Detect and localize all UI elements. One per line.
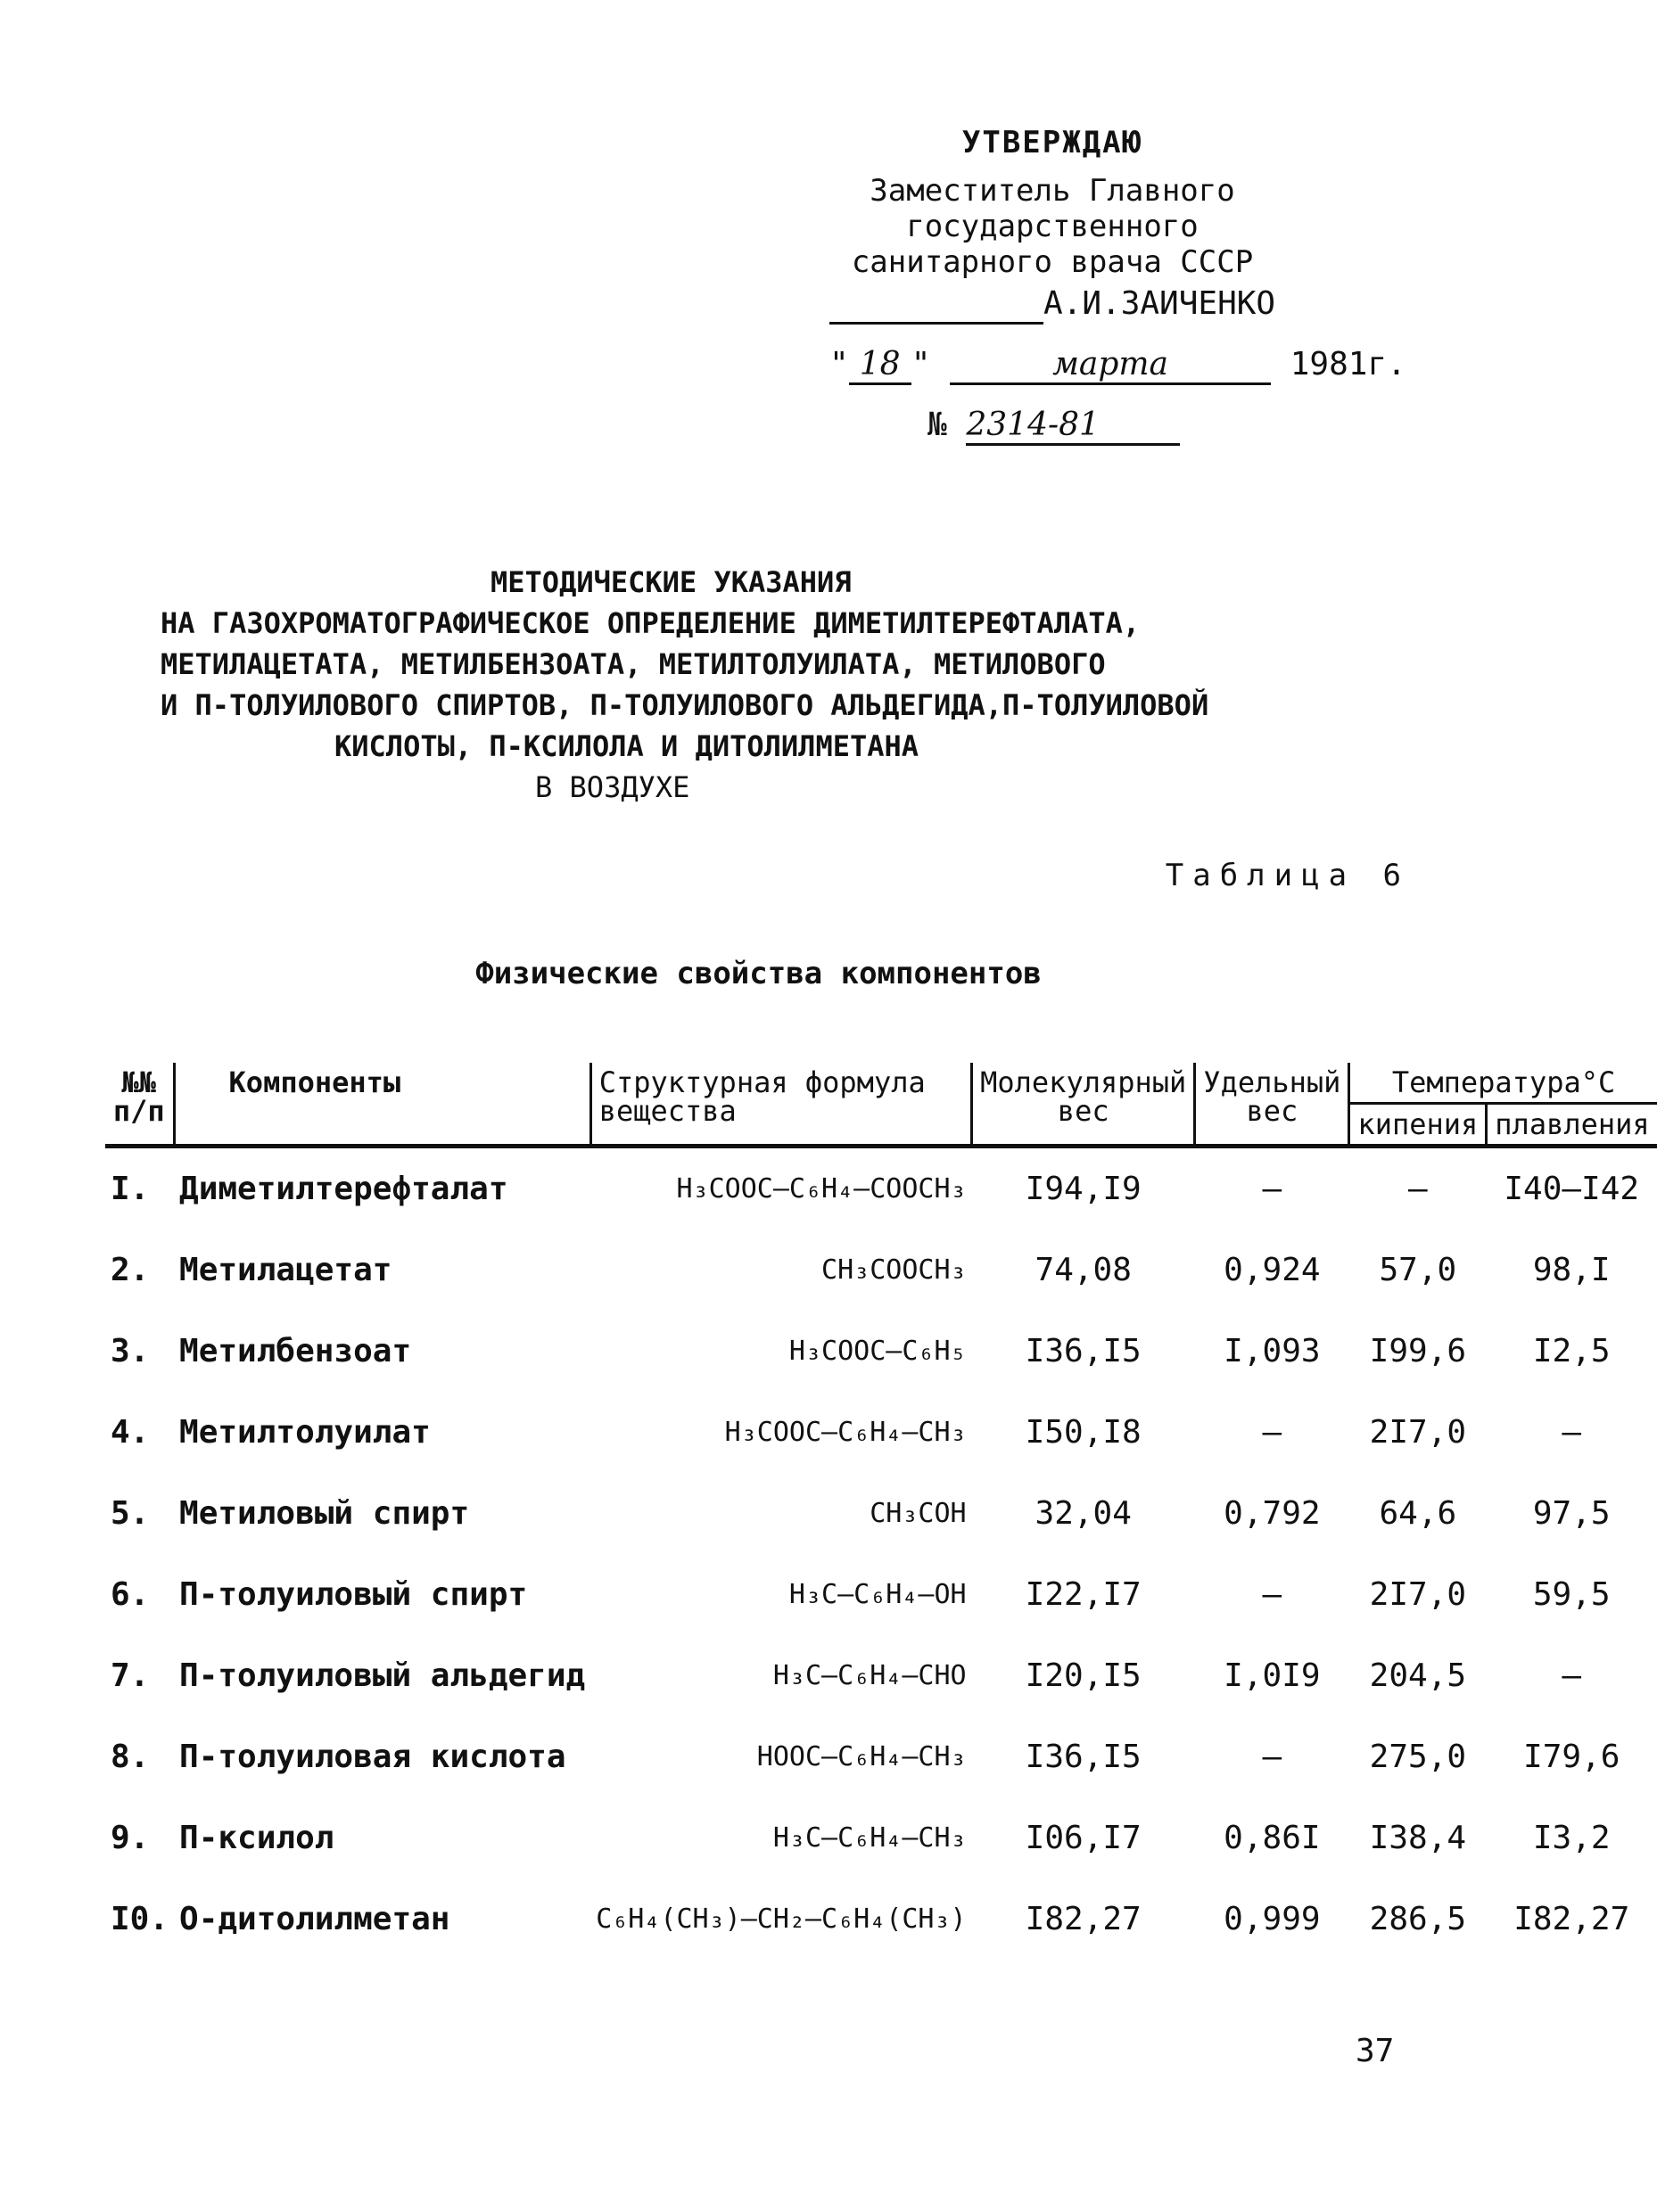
header-component: Компоненты xyxy=(174,1063,590,1147)
structural-formula: C₆H₄(CH₃)–CH₂–C₆H₄(CH₃) xyxy=(596,1904,967,1935)
date-month: марта xyxy=(950,346,1271,385)
approval-line: Заместитель Главного xyxy=(870,173,1235,209)
structural-formula: H₃C–C₆H₄–CHO xyxy=(772,1660,967,1691)
row-number: 3. xyxy=(111,1333,150,1369)
title-line: МЕТИЛАЦЕТАТА, МЕТИЛБЕНЗОАТА, МЕТИЛТОЛУИЛАТА, МЕТИЛОВОГО xyxy=(161,647,1106,681)
title-line: НА ГАЗОХРОМАТОГРАФИЧЕСКОЕ ОПРЕДЕЛЕНИЕ ДИМЕТИЛТЕРЕФТАЛАТА, xyxy=(161,606,1141,640)
specific-weight: I,093 xyxy=(1224,1333,1321,1369)
component-name: О-дитолилметан xyxy=(179,1901,450,1937)
approval-date: " 18 " марта 1981г. xyxy=(829,346,1406,385)
component-name: Метиловый спирт xyxy=(179,1495,470,1532)
component-name: П-толуиловая кислота xyxy=(179,1739,566,1775)
structural-formula: H₃C–C₆H₄–CH₃ xyxy=(772,1822,967,1854)
melting-point: – xyxy=(1562,1414,1582,1451)
structural-formula: CH₃COOCH₃ xyxy=(821,1254,967,1286)
molecular-weight: I22,I7 xyxy=(1025,1576,1142,1613)
page-number: 37 xyxy=(1356,2033,1395,2069)
number-value: 2314-81 xyxy=(966,407,1180,446)
component-name: Метилбензоат xyxy=(179,1333,412,1369)
boiling-point: 286,5 xyxy=(1369,1901,1467,1937)
table-row xyxy=(105,1311,1657,1392)
structural-formula: H₃COOC–C₆H₄–COOCH₃ xyxy=(676,1173,967,1205)
component-name: Метилтолуилат xyxy=(179,1414,431,1451)
component-name: П-толуиловый спирт xyxy=(179,1576,528,1613)
title-line: МЕТОДИЧЕСКИЕ УКАЗАНИЯ xyxy=(491,565,852,599)
molecular-weight: I50,I8 xyxy=(1025,1414,1142,1451)
row-number: 2. xyxy=(111,1252,150,1288)
table-title: Физические свойства компонентов xyxy=(475,956,1042,991)
structural-formula: H₃COOC–C₆H₄–CH₃ xyxy=(724,1417,967,1448)
title-line: И П-ТОЛУИЛОВОГО СПИРТОВ, П-ТОЛУИЛОВОГО АЛЬДЕГИДА,П-ТОЛУИЛОВОЙ xyxy=(161,688,1209,722)
table-row xyxy=(105,1392,1657,1473)
molecular-weight: I36,I5 xyxy=(1025,1333,1142,1369)
component-name: П-толуиловый альдегид xyxy=(179,1657,586,1694)
properties-table xyxy=(105,1063,1657,1960)
melting-point: I82,27 xyxy=(1513,1901,1630,1937)
approval-line: государственного xyxy=(906,209,1199,244)
specific-weight: – xyxy=(1262,1414,1282,1451)
table-row xyxy=(105,1635,1657,1716)
boiling-point: 64,6 xyxy=(1379,1495,1457,1532)
molecular-weight: 74,08 xyxy=(1035,1252,1132,1288)
table-row xyxy=(105,1797,1657,1879)
boiling-point: – xyxy=(1408,1171,1428,1207)
structural-formula: HOOC–C₆H₄–CH₃ xyxy=(756,1741,967,1772)
approval-number xyxy=(927,407,1180,446)
table-row xyxy=(105,1229,1657,1311)
boiling-point: I99,6 xyxy=(1369,1333,1467,1369)
melting-point: I2,5 xyxy=(1532,1333,1611,1369)
specific-weight: – xyxy=(1262,1576,1282,1613)
date-day: 18 xyxy=(849,346,911,385)
title-line: КИСЛОТЫ, П-КСИЛОЛА И ДИТОЛИЛМЕТАНА xyxy=(334,729,919,763)
melting-point: I3,2 xyxy=(1532,1820,1611,1856)
component-name: Диметилтерефталат xyxy=(179,1171,508,1207)
document-title xyxy=(161,562,1391,808)
component-name: Метилацетат xyxy=(179,1252,392,1288)
approval-heading: УТВЕРЖДАЮ xyxy=(961,125,1143,160)
molecular-weight: I06,I7 xyxy=(1025,1820,1142,1856)
boiling-point: 204,5 xyxy=(1369,1657,1467,1694)
specific-weight: 0,792 xyxy=(1224,1495,1321,1532)
molecular-weight: 32,04 xyxy=(1035,1495,1132,1532)
table-row xyxy=(105,1147,1657,1230)
approval-block xyxy=(785,125,1320,280)
molecular-weight: I82,27 xyxy=(1025,1901,1142,1937)
molecular-weight: I20,I5 xyxy=(1025,1657,1142,1694)
row-number: I0. xyxy=(111,1901,169,1937)
melting-point: 97,5 xyxy=(1532,1495,1611,1532)
signatory-name: А.И.ЗАИЧЕНКО xyxy=(1043,285,1276,322)
row-number: 8. xyxy=(111,1739,150,1775)
structural-formula: CH₃COH xyxy=(870,1498,967,1529)
row-number: 6. xyxy=(111,1576,150,1613)
specific-weight: – xyxy=(1262,1739,1282,1775)
header-melting: плавления xyxy=(1487,1104,1657,1147)
table-row xyxy=(105,1879,1657,1960)
header-formula: Структурная формула вещества xyxy=(590,1063,971,1147)
melting-point: – xyxy=(1562,1657,1582,1694)
specific-weight: 0,999 xyxy=(1224,1901,1321,1937)
header-boiling: кипения xyxy=(1349,1104,1487,1147)
structural-formula: H₃C–C₆H₄–OH xyxy=(788,1579,967,1610)
specific-weight: I,0I9 xyxy=(1224,1657,1321,1694)
header-mol-weight: Молекулярный вес xyxy=(972,1063,1195,1147)
molecular-weight: I36,I5 xyxy=(1025,1739,1142,1775)
title-line: В ВОЗДУХЕ xyxy=(535,770,690,804)
structural-formula: H₃COOC–C₆H₅ xyxy=(788,1336,967,1367)
boiling-point: I38,4 xyxy=(1369,1820,1467,1856)
boiling-point: 2I7,0 xyxy=(1369,1414,1467,1451)
row-number: I. xyxy=(111,1171,150,1207)
number-prefix: № xyxy=(927,407,947,443)
melting-point: I40–I42 xyxy=(1504,1171,1640,1207)
melting-point: 59,5 xyxy=(1532,1576,1611,1613)
molecular-weight: I94,I9 xyxy=(1025,1171,1142,1207)
table-label: Таблица 6 xyxy=(1165,858,1410,893)
table-row xyxy=(105,1716,1657,1797)
specific-weight: – xyxy=(1262,1171,1282,1207)
melting-point: I79,6 xyxy=(1523,1739,1620,1775)
row-number: 5. xyxy=(111,1495,150,1532)
header-num: №№ п/п xyxy=(105,1063,174,1147)
handwritten-signature xyxy=(829,285,1043,325)
date-year: 1981г. xyxy=(1290,346,1406,382)
specific-weight: 0,86I xyxy=(1224,1820,1321,1856)
boiling-point: 2I7,0 xyxy=(1369,1576,1467,1613)
specific-weight: 0,924 xyxy=(1224,1252,1321,1288)
table-row xyxy=(105,1473,1657,1554)
signature-line xyxy=(829,285,1275,325)
row-number: 4. xyxy=(111,1414,150,1451)
table-row xyxy=(105,1554,1657,1635)
melting-point: 98,I xyxy=(1532,1252,1611,1288)
boiling-point: 275,0 xyxy=(1369,1739,1467,1775)
header-temperature: Температура°С xyxy=(1349,1063,1657,1104)
row-number: 7. xyxy=(111,1657,150,1694)
component-name: П-ксилол xyxy=(179,1820,334,1856)
boiling-point: 57,0 xyxy=(1379,1252,1457,1288)
approval-line: санитарного врача СССР xyxy=(851,244,1254,280)
row-number: 9. xyxy=(111,1820,150,1856)
header-density: Удельный вес xyxy=(1195,1063,1349,1147)
